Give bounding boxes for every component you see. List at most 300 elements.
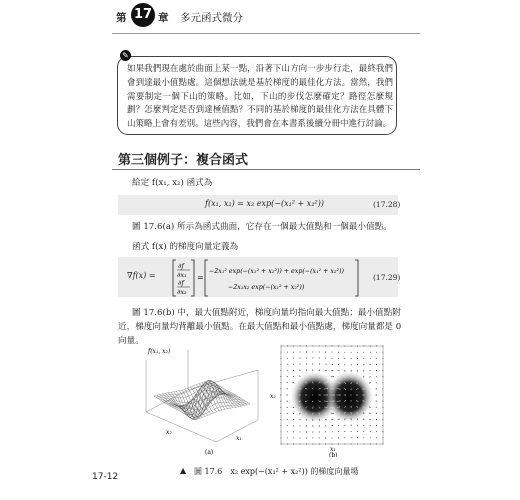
gradient-arrow-head xyxy=(338,364,339,365)
gradient-arrow-head xyxy=(339,406,340,407)
gradient-arrow-head xyxy=(369,407,370,408)
gradient-arrow-head xyxy=(332,431,333,432)
gradient-arrow-head xyxy=(312,382,313,383)
gradient-arrow-head xyxy=(312,408,313,409)
caption-marker: ▲ xyxy=(180,466,187,475)
paragraph-gradient-def: 函式 f(x) 的梯度向量定義為 xyxy=(132,242,239,252)
gradient-arrow-head xyxy=(370,358,371,359)
gradient-arrow-head xyxy=(363,431,364,432)
gradient-arrow-head xyxy=(332,346,333,347)
gradient-arrow-head xyxy=(293,364,294,365)
gradient-arrow-head xyxy=(280,370,281,371)
gradient-arrow-head xyxy=(376,395,377,396)
gradient-arrow-head xyxy=(332,425,333,426)
gradient-arrow-head xyxy=(281,444,282,445)
panel-a-label: (a) xyxy=(205,449,214,456)
gradient-arrow-head xyxy=(286,395,287,396)
gradient-arrow-head xyxy=(338,358,339,359)
gradient-arrow-head xyxy=(326,376,327,377)
gradient-arrow-head xyxy=(292,395,293,396)
gradient-arrow-head xyxy=(312,357,313,358)
gradient-arrow-head xyxy=(280,401,281,402)
gradient-arrow-head xyxy=(287,437,288,438)
gradient-arrow-head xyxy=(357,412,358,413)
equation-1729-matrix xyxy=(172,258,362,298)
field-x1-label: x₁ xyxy=(330,446,336,453)
pencil-icon: ✎ xyxy=(120,50,131,61)
gradient-arrow-head xyxy=(305,407,306,408)
gradient-arrow-head xyxy=(319,414,320,415)
gradient-arrow-head xyxy=(363,377,364,378)
gradient-arrow-head xyxy=(312,426,313,427)
gradient-arrow-head xyxy=(344,352,345,353)
gradient-arrow-head xyxy=(376,401,377,402)
gradient-arrow-head xyxy=(356,395,357,396)
note-text: 如果我們現在處於曲面上某一點，沿著下山方向一步步行走，最終我們會到達最小值點處。這個想法就是基於梯度的最佳化方法。當然，我們需要制定一個下山的策略。比如，下山的步伐怎麼確定？路徑怎麼規劃？怎麼判定是否到達極值點？不同的基於梯度的最佳化方法在具體下山策略上會有差別。這些內容，我們會在本書系後續分冊中進行討論。 xyxy=(127,64,393,130)
gradient-arrow-head xyxy=(280,407,281,408)
gradient-arrow-head xyxy=(376,425,377,426)
gradient-arrow-head xyxy=(338,431,339,432)
gradient-arrow-head xyxy=(281,352,282,353)
gradient-arrow-head xyxy=(332,352,333,353)
gradient-arrow-head xyxy=(363,425,364,426)
gradient-arrow-head xyxy=(306,426,307,427)
equation-1729-lhs: ∇f(x) = xyxy=(127,271,156,280)
gradient-arrow-head xyxy=(332,419,333,420)
gradient-arrow-head xyxy=(351,418,352,419)
panel-b-label: (b) xyxy=(329,452,338,457)
gradient-arrow-head xyxy=(351,395,352,396)
surface-x2-label: x₂ xyxy=(166,429,172,436)
gradient-arrow-head xyxy=(326,425,327,426)
gradient-arrow-head xyxy=(339,370,340,371)
gradient-arrow-head xyxy=(293,431,294,432)
gradient-arrow-head xyxy=(356,383,357,384)
gradient-arrow-head xyxy=(332,444,333,445)
gradient-arrow-head xyxy=(319,382,320,383)
gradient-arrow-head xyxy=(287,358,288,359)
gradient-arrow-head xyxy=(351,437,352,438)
gradient-arrow-head xyxy=(299,413,300,414)
gradient-arrow-head xyxy=(340,389,341,390)
gradient-arrow-head xyxy=(325,444,326,445)
gradient-arrow-head xyxy=(299,401,300,402)
partial-x1: ∂x₁ xyxy=(177,271,187,279)
gradient-arrow-head xyxy=(333,376,334,377)
gradient-arrow-head xyxy=(312,363,313,364)
gradient-row-2: −2x₁x₂ exp(−(x₁² + x₂²)) xyxy=(228,284,305,291)
gradient-arrow-head xyxy=(306,345,307,346)
gradient-arrow-head xyxy=(319,444,320,445)
gradient-arrow-head xyxy=(357,364,358,365)
gradient-arrow-head xyxy=(306,363,307,364)
gradient-arrow-head xyxy=(312,432,313,433)
figure-caption: 圖 17.6 x₂ exp(−(x₁² + x₂²)) 的梯度向量場 xyxy=(194,467,359,476)
gradient-arrow-head xyxy=(319,438,320,439)
gradient-arrow-head xyxy=(369,383,370,384)
gradient-arrow-head xyxy=(293,407,294,408)
gradient-arrow-head xyxy=(338,437,339,438)
gradient-arrow-head xyxy=(300,438,301,439)
gradient-arrow-head xyxy=(363,444,364,445)
gradient-arrow-head xyxy=(280,413,281,414)
equation-1728: f(x₁, x₂) = x₂ exp(−(x₁² + x₂²)) xyxy=(205,199,324,208)
gradient-arrow-head xyxy=(299,419,300,420)
gradient-arrow-head xyxy=(293,370,294,371)
gradient-arrow-head xyxy=(351,431,352,432)
gradient-arrow-head xyxy=(300,352,301,353)
gradient-arrow-head xyxy=(357,443,358,444)
gradient-arrow-head xyxy=(340,395,341,396)
gradient-arrow-head xyxy=(340,400,341,401)
gradient-arrow-head xyxy=(338,444,339,445)
gradient-arrow-head xyxy=(383,431,384,432)
header-divider xyxy=(112,33,420,34)
figure-17-6a-surface xyxy=(108,342,268,457)
gradient-arrow-head xyxy=(325,346,326,347)
gradient-arrow-head xyxy=(300,346,301,347)
gradient-arrow-head xyxy=(383,437,384,438)
gradient-arrow-head xyxy=(351,358,352,359)
gradient-arrow-head xyxy=(312,369,313,370)
gradient-arrow-head xyxy=(351,346,352,347)
gradient-arrow-head xyxy=(357,425,358,426)
gradient-arrow-head xyxy=(363,358,364,359)
gradient-arrow-head xyxy=(344,346,345,347)
gradient-arrow-head xyxy=(382,401,383,402)
gradient-arrow-head xyxy=(370,437,371,438)
gradient-arrow-head xyxy=(376,358,377,359)
gradient-arrow-head xyxy=(334,401,335,402)
gradient-arrow-head xyxy=(370,364,371,365)
gradient-arrow-head xyxy=(363,352,364,353)
figure-17-6b-gradient-field xyxy=(268,342,392,457)
gradient-arrow-head xyxy=(370,352,371,353)
chapter-label-suffix: 章 xyxy=(158,12,169,24)
gradient-row-1: −2x₁² exp(−(x₁² + x₂²)) + exp(−(x₁² + x₂²)) xyxy=(209,268,344,275)
gradient-arrow-head xyxy=(383,352,384,353)
gradient-arrow-head xyxy=(351,400,352,401)
gradient-arrow-head xyxy=(345,395,346,396)
gradient-arrow-head xyxy=(333,413,334,414)
gradient-arrow-head xyxy=(286,388,287,389)
equation-number-1728: (17.28) xyxy=(373,200,401,209)
gradient-arrow-head xyxy=(312,401,313,402)
gradient-arrow-head xyxy=(306,358,307,359)
gradient-arrow-head xyxy=(300,444,301,445)
gradient-arrow-head xyxy=(382,388,383,389)
gradient-arrow-head xyxy=(293,352,294,353)
page-number: 17-12 xyxy=(92,472,119,482)
gradient-arrow-head xyxy=(287,364,288,365)
gradient-arrow-head xyxy=(299,407,300,408)
gradient-arrow-head xyxy=(319,358,320,359)
gradient-arrow-head xyxy=(376,352,377,353)
gradient-arrow-head xyxy=(344,431,345,432)
gradient-arrow-head xyxy=(293,444,294,445)
gradient-arrow-head xyxy=(363,437,364,438)
gradient-arrow-head xyxy=(333,407,334,408)
gradient-arrow-head xyxy=(293,419,294,420)
gradient-arrow-head xyxy=(345,383,346,384)
gradient-arrow-head xyxy=(320,388,321,389)
gradient-arrow-head xyxy=(280,364,281,365)
gradient-arrow-head xyxy=(305,395,306,396)
gradient-arrow-head xyxy=(287,419,288,420)
gradient-arrow-head xyxy=(305,401,306,402)
gradient-arrow-head xyxy=(363,383,364,384)
gradient-arrow-head xyxy=(369,370,370,371)
gradient-arrow-head xyxy=(306,369,307,370)
gradient-arrow-head xyxy=(300,358,301,359)
field-x2-label: x₂ xyxy=(270,393,276,400)
paragraph-gradient-explanation: 圖 17.6(b) 中，最大值點附近，梯度向量均指向最大值點；最小值點附近，梯度向量均背離最小值點。在最大值點和最小值點處，梯度向量都是 0 向量。 xyxy=(118,308,402,346)
gradient-arrow-head xyxy=(363,370,364,371)
gradient-arrow-head xyxy=(339,383,340,384)
gradient-arrow-head xyxy=(293,388,294,389)
gradient-arrow-head xyxy=(345,418,346,419)
gradient-arrow-head xyxy=(327,388,328,389)
gradient-arrow-head xyxy=(312,414,313,415)
gradient-arrow-head xyxy=(293,346,294,347)
gradient-arrow-head xyxy=(306,438,307,439)
chapter-number-badge: 17 xyxy=(131,3,155,27)
surface-z-axis-label: f(x₁, x₂) xyxy=(148,348,171,355)
gradient-arrow-head xyxy=(319,345,320,346)
gradient-arrow-head xyxy=(280,425,281,426)
gradient-arrow-head xyxy=(293,437,294,438)
gradient-arrow-head xyxy=(362,389,363,390)
gradient-arrow-head xyxy=(306,432,307,433)
gradient-arrow-head xyxy=(299,382,300,383)
gradient-arrow-head xyxy=(351,383,352,384)
gradient-arrow-head xyxy=(345,400,346,401)
gradient-arrow-head xyxy=(376,419,377,420)
gradient-arrow-head xyxy=(327,401,328,402)
gradient-arrow-head xyxy=(351,425,352,426)
gradient-arrow-head xyxy=(357,431,358,432)
gradient-arrow-head xyxy=(356,406,357,407)
gradient-arrow-head xyxy=(351,406,352,407)
gradient-arrow-head xyxy=(280,376,281,377)
gradient-arrow-head xyxy=(306,375,307,376)
gradient-arrow-head xyxy=(287,425,288,426)
gradient-arrow-head xyxy=(287,444,288,445)
chapter-label-prefix: 第 xyxy=(116,12,127,24)
gradient-arrow-head xyxy=(344,437,345,438)
gradient-arrow-head xyxy=(293,376,294,377)
field-minimum-shading xyxy=(325,371,373,423)
gradient-arrow-head xyxy=(383,444,384,445)
gradient-arrow-head xyxy=(319,375,320,376)
gradient-arrow-head xyxy=(320,395,321,396)
gradient-arrow-head xyxy=(287,431,288,432)
gradient-arrow-head xyxy=(300,431,301,432)
gradient-arrow-head xyxy=(356,400,357,401)
gradient-arrow-head xyxy=(287,413,288,414)
gradient-arrow-head xyxy=(351,371,352,372)
gradient-arrow-head xyxy=(286,401,287,402)
gradient-arrow-head xyxy=(376,346,377,347)
gradient-arrow-head xyxy=(327,395,328,396)
gradient-arrow-head xyxy=(362,400,363,401)
gradient-arrow-head xyxy=(312,438,313,439)
gradient-arrow-head xyxy=(339,419,340,420)
gradient-arrow-head xyxy=(299,425,300,426)
gradient-arrow-head xyxy=(376,431,377,432)
gradient-arrow-head xyxy=(293,382,294,383)
gradient-arrow-head xyxy=(338,346,339,347)
gradient-arrow-head xyxy=(370,346,371,347)
partial-f-1: ∂f xyxy=(178,262,184,270)
gradient-arrow-head xyxy=(376,389,377,390)
gradient-arrow-head xyxy=(362,395,363,396)
gradient-arrow-head xyxy=(338,425,339,426)
gradient-arrow-head xyxy=(370,444,371,445)
gradient-arrow-head xyxy=(287,376,288,377)
gradient-arrow-head xyxy=(293,401,294,402)
gradient-arrow-head xyxy=(383,358,384,359)
gradient-arrow-head xyxy=(312,444,313,445)
gradient-arrow-head xyxy=(382,364,383,365)
gradient-arrow-head xyxy=(376,370,377,371)
gradient-arrow-head xyxy=(299,370,300,371)
equation-number-1729: (17.29) xyxy=(373,273,401,282)
gradient-arrow-head xyxy=(325,438,326,439)
gradient-arrow-head xyxy=(325,352,326,353)
gradient-arrow-head xyxy=(299,395,300,396)
gradient-arrow-head xyxy=(327,382,328,383)
gradient-arrow-head xyxy=(306,352,307,353)
gradient-arrow-head xyxy=(363,346,364,347)
gradient-arrow-head xyxy=(312,420,313,421)
gradient-arrow-head xyxy=(351,412,352,413)
gradient-arrow-head xyxy=(382,376,383,377)
gradient-arrow-head xyxy=(326,364,327,365)
gradient-arrow-head xyxy=(370,425,371,426)
gradient-arrow-head xyxy=(376,407,377,408)
gradient-arrow-head xyxy=(345,406,346,407)
surface-mesh-line xyxy=(174,392,230,408)
equals-sign: = xyxy=(197,273,204,282)
gradient-arrow-head xyxy=(332,364,333,365)
gradient-arrow-head xyxy=(319,369,320,370)
gradient-arrow-head xyxy=(305,382,306,383)
gradient-arrow-head xyxy=(299,376,300,377)
gradient-arrow-head xyxy=(319,363,320,364)
gradient-arrow-head xyxy=(382,425,383,426)
gradient-arrow-head xyxy=(357,358,358,359)
gradient-arrow-head xyxy=(376,413,377,414)
gradient-arrow-head xyxy=(281,431,282,432)
partial-x2: ∂x₂ xyxy=(177,288,187,296)
gradient-arrow-head xyxy=(287,352,288,353)
gradient-arrow-head xyxy=(357,352,358,353)
gradient-arrow-head xyxy=(312,352,313,353)
gradient-arrow-head xyxy=(357,418,358,419)
gradient-arrow-head xyxy=(369,395,370,396)
gradient-arrow-head xyxy=(280,395,281,396)
gradient-arrow-head xyxy=(312,375,313,376)
gradient-arrow-head xyxy=(382,395,383,396)
gradient-arrow-head xyxy=(376,364,377,365)
gradient-arrow-head xyxy=(319,407,320,408)
section-divider xyxy=(112,169,420,170)
gradient-arrow-head xyxy=(281,437,282,438)
gradient-arrow-head xyxy=(327,407,328,408)
gradient-arrow-head xyxy=(376,376,377,377)
gradient-arrow-head xyxy=(363,406,364,407)
gradient-arrow-head xyxy=(363,419,364,420)
gradient-arrow-head xyxy=(344,443,345,444)
gradient-arrow-head xyxy=(363,364,364,365)
gradient-arrow-head xyxy=(280,382,281,383)
gradient-arrow-head xyxy=(357,437,358,438)
gradient-arrow-head xyxy=(369,419,370,420)
gradient-arrow-head xyxy=(334,395,335,396)
gradient-arrow-head xyxy=(356,389,357,390)
gradient-arrow-head xyxy=(332,370,333,371)
gradient-arrow-head xyxy=(370,431,371,432)
gradient-arrow-head xyxy=(382,382,383,383)
gradient-arrow-head xyxy=(332,358,333,359)
gradient-arrow-head xyxy=(344,425,345,426)
gradient-arrow-head xyxy=(369,376,370,377)
gradient-arrow-head xyxy=(293,425,294,426)
gradient-arrow-head xyxy=(319,426,320,427)
gradient-arrow-head xyxy=(306,414,307,415)
chapter-title: 多元函式微分 xyxy=(180,12,243,24)
gradient-arrow-head xyxy=(281,346,282,347)
gradient-arrow-head xyxy=(351,377,352,378)
gradient-arrow-head xyxy=(376,444,377,445)
gradient-arrow-head xyxy=(351,352,352,353)
gradient-arrow-head xyxy=(344,364,345,365)
gradient-arrow-head xyxy=(326,419,327,420)
gradient-arrow-head xyxy=(369,401,370,402)
paragraph-intro: 給定 f(x₁, x₂) 函式為 xyxy=(132,178,213,188)
gradient-arrow-head xyxy=(319,352,320,353)
gradient-arrow-head xyxy=(345,389,346,390)
gradient-arrow-head xyxy=(312,345,313,346)
gradient-arrow-head xyxy=(357,346,358,347)
gradient-arrow-head xyxy=(345,377,346,378)
gradient-arrow-head xyxy=(357,377,358,378)
gradient-arrow-head xyxy=(351,389,352,390)
gradient-arrow-head xyxy=(319,420,320,421)
gradient-arrow-head xyxy=(333,382,334,383)
gradient-arrow-head xyxy=(325,358,326,359)
gradient-arrow-head xyxy=(287,346,288,347)
gradient-arrow-head xyxy=(382,419,383,420)
gradient-arrow-head xyxy=(369,413,370,414)
gradient-arrow-head xyxy=(382,413,383,414)
gradient-arrow-head xyxy=(376,382,377,383)
gradient-arrow-head xyxy=(351,443,352,444)
gradient-arrow-head xyxy=(287,407,288,408)
gradient-arrow-head xyxy=(293,358,294,359)
gradient-arrow-head xyxy=(281,358,282,359)
paragraph-figure-a: 圖 17.6(a) 所示為函式曲面，它存在一個最大值點和一個最小值點。 xyxy=(132,222,392,232)
gradient-arrow-head xyxy=(320,401,321,402)
gradient-arrow-head xyxy=(280,388,281,389)
gradient-arrow-head xyxy=(338,352,339,353)
gradient-arrow-head xyxy=(383,346,384,347)
surface-x1-label: x₁ xyxy=(236,435,242,442)
gradient-arrow-head xyxy=(334,388,335,389)
gradient-arrow-head xyxy=(382,370,383,371)
gradient-arrow-head xyxy=(306,444,307,445)
